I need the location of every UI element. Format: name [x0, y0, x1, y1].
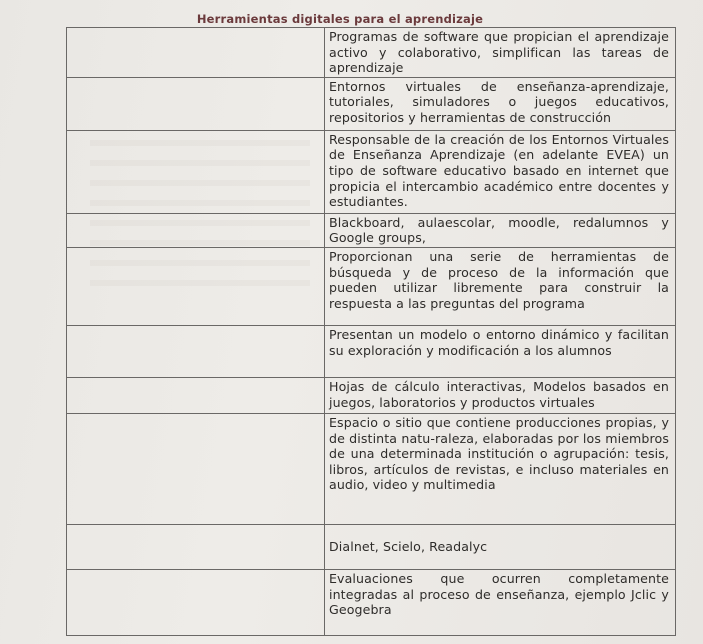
table-row [67, 377, 676, 413]
table-row [67, 569, 676, 635]
table-row [67, 247, 676, 325]
description-cell: Entornos virtuales de enseñanza-aprendizaje, tutoriales, simuladores o juegos educativos, repositorios y herramientas de construcción [325, 77, 676, 130]
table-row [67, 413, 676, 524]
table-row [67, 524, 676, 569]
description-cell: Responsable de la creación de los Entornos Virtuales de Enseñanza Aprendizaje (en adelante EVEA) un tipo de software educativo basado en internet que propicia el intercambio académico entre docentes y estudiantes. [325, 130, 676, 213]
answer-cell[interactable] [67, 524, 325, 569]
table-row [67, 325, 676, 377]
answer-cell[interactable] [67, 377, 325, 413]
table-title: Herramientas digitales para el aprendizaje [196, 12, 484, 26]
answer-cell[interactable] [67, 325, 325, 377]
answer-cell[interactable] [67, 569, 325, 635]
description-cell: Evaluaciones que ocurren completamente integradas al proceso de enseñanza, ejemplo Jclic y Geogebra [325, 569, 676, 635]
answer-cell[interactable] [67, 413, 325, 524]
answer-cell[interactable] [67, 130, 325, 213]
table-row [67, 28, 676, 78]
worksheet [20, 10, 680, 630]
table-row [67, 77, 676, 130]
table-row [67, 130, 676, 213]
description-cell: Hojas de cálculo interactivas, Modelos basados en juegos, laboratorios y productos virtuales [325, 377, 676, 413]
description-cell: Proporcionan una serie de herramientas de búsqueda y de proceso de la información que pueden utilizar libremente para construir la respuesta a las preguntas del programa [325, 247, 676, 325]
description-cell: Programas de software que propician el aprendizaje activo y colaborativo, simplifican las tareas de aprendizaje [325, 28, 676, 78]
description-cell: Dialnet, Scielo, Readalyc [325, 524, 676, 569]
description-cell: Blackboard, aulaescolar, moodle, redalumnos y Google groups, [325, 213, 676, 247]
answer-cell[interactable] [67, 213, 325, 247]
matching-table [66, 27, 676, 636]
description-cell: Espacio o sitio que contiene producciones propias, y de distinta natu-raleza, elaboradas por los miembros de una determinada institución o agrupación: tesis, libros, artículos de revistas, e incluso materiales en audio, video y multimedia [325, 413, 676, 524]
answer-cell[interactable] [67, 247, 325, 325]
description-cell: Presentan un modelo o entorno dinámico y facilitan su exploración y modificación a los alumnos [325, 325, 676, 377]
answer-cell[interactable] [67, 77, 325, 130]
table-row [67, 213, 676, 247]
answer-cell[interactable] [67, 28, 325, 78]
